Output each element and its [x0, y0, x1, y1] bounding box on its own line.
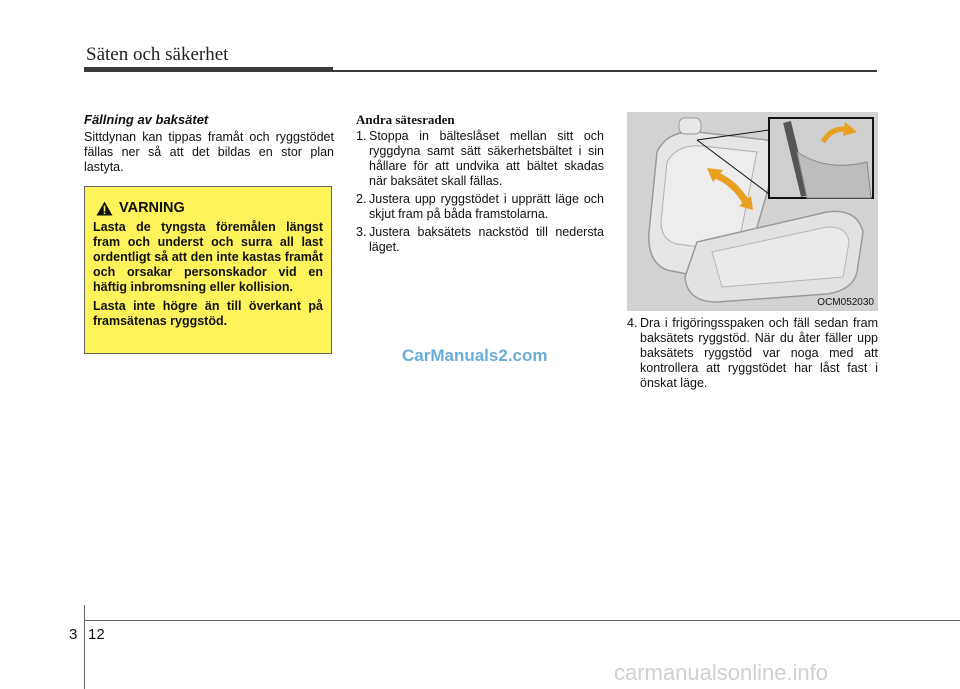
section-subheading: Fällning av baksätet	[84, 112, 209, 127]
chapter-number: 3	[69, 626, 78, 643]
seat-illustration	[627, 112, 878, 311]
intro-paragraph: Sittdynan kan tippas framåt och ryggstödet fällas ner så att det bildas en stor plan lastyta.	[84, 130, 334, 174]
page-header-title: Säten och säkerhet	[86, 44, 229, 65]
warning-box	[84, 186, 332, 354]
step-text: Dra i frigöringsspaken och fäll sedan fram baksätets ryggstöd. När du åter fäller upp baksätets ryggstöd var noga med att kontrollera att ryggstödet har låst fast i önskat läge.	[640, 316, 878, 390]
header-rule-thin	[333, 70, 877, 72]
steps-list-continued	[627, 316, 878, 391]
watermark-carmanuals: CarManuals2.com	[402, 346, 548, 365]
warning-text-2: Lasta inte högre än till överkant på framsätenas ryggstöd.	[93, 299, 323, 328]
footer-rule	[84, 620, 960, 621]
step-number: 3.	[356, 225, 367, 239]
steps-list	[356, 129, 604, 255]
step-number: 1.	[356, 129, 367, 143]
page-number: 12	[88, 626, 105, 643]
step-number: 4.	[627, 316, 638, 330]
source-watermark: carmanualsonline.info	[614, 660, 829, 685]
warning-triangle-icon	[96, 201, 113, 216]
column-2	[356, 112, 604, 258]
step-item-4	[627, 316, 878, 391]
warning-header	[93, 200, 323, 216]
step-item-3	[356, 225, 604, 255]
second-row-heading: Andra sätesraden	[356, 112, 455, 127]
figure-code: OCM052030	[817, 297, 874, 308]
step-text: Stoppa in bälteslåset mellan sitt och ryggdyna samt sätt säkerhetsbältet i sin hållare för att undvika att bältet skadas när baksätet skall fällas.	[369, 129, 604, 188]
warning-title: VARNING	[119, 200, 185, 216]
step-item-1	[356, 129, 604, 189]
column-3	[627, 316, 878, 394]
column-1	[84, 112, 334, 175]
seat-drawing	[627, 112, 878, 311]
step-text: Justera baksätets nackstöd till nedersta läget.	[369, 225, 604, 254]
step-item-2	[356, 192, 604, 222]
header-rule-thick	[84, 67, 333, 72]
footer-divider	[84, 605, 85, 689]
step-text: Justera upp ryggstödet i upprätt läge och skjut fram på båda framstolarna.	[369, 192, 604, 221]
step-number: 2.	[356, 192, 367, 206]
warning-text-1: Lasta de tyngsta föremålen längst fram och underst och surra all last ordentligt så att den inte kastas framåt och orsakar personskador vid en häftig inbromsning eller kollision.	[93, 220, 323, 294]
